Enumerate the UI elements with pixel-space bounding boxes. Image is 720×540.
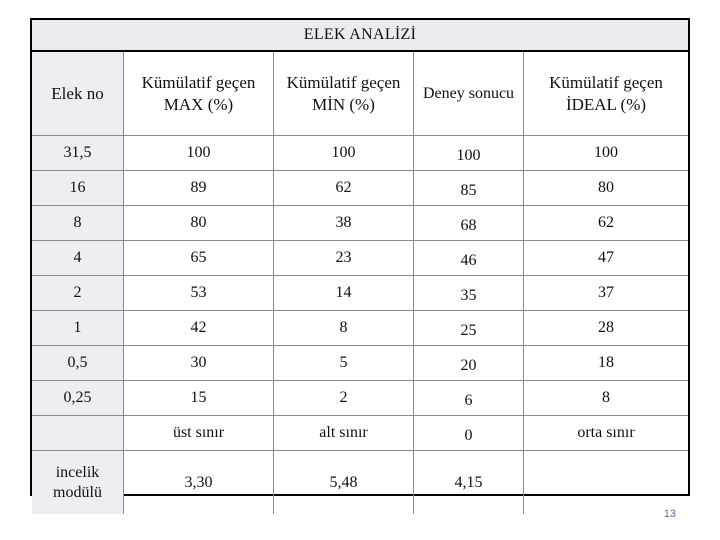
table-row-0-result: 100 [414, 136, 524, 171]
table-row-1-result: 85 [414, 171, 524, 206]
table-row-3-min: 23 [274, 241, 414, 276]
table-row-7-min: 2 [274, 381, 414, 416]
table-row-7-ideal: 8 [524, 381, 688, 416]
table-row-6-max: 30 [124, 346, 274, 381]
table-row-2-sieve: 8 [32, 206, 124, 241]
table-row-0-ideal: 100 [524, 136, 688, 171]
table-row-1-max: 89 [124, 171, 274, 206]
limits-row-middle: orta sınır [524, 416, 688, 451]
sieve-analysis-table [32, 52, 688, 501]
modulus-row-ideal [524, 451, 688, 514]
header-min: Kümülatif geçen MİN (%) [274, 52, 414, 136]
table-row-4-result: 35 [414, 276, 524, 311]
table-row-5-sieve: 1 [32, 311, 124, 346]
table-row-2-result: 68 [414, 206, 524, 241]
table-row-6-result: 20 [414, 346, 524, 381]
header-elek-no: Elek no [32, 52, 124, 136]
table-row-5-ideal: 28 [524, 311, 688, 346]
modulus-row-result: 4,15 [414, 451, 524, 514]
modulus-row-label: incelik modülü [32, 451, 124, 514]
limits-row-upper: üst sınır [124, 416, 274, 451]
limits-row-result: 0 [414, 416, 524, 451]
table-row-4-ideal: 37 [524, 276, 688, 311]
table-title: ELEK ANALİZİ [32, 20, 688, 52]
table-row-6-ideal: 18 [524, 346, 688, 381]
table-row-5-min: 8 [274, 311, 414, 346]
table-row-7-result: 6 [414, 381, 524, 416]
table-row-0-max: 100 [124, 136, 274, 171]
table-row-5-result: 25 [414, 311, 524, 346]
limits-row-lower: alt sınır [274, 416, 414, 451]
table-row-1-min: 62 [274, 171, 414, 206]
table-row-3-result: 46 [414, 241, 524, 276]
page-number: 13 [663, 508, 676, 520]
header-deney-sonucu: Deney sonucu [414, 52, 524, 136]
modulus-row-max: 3,30 [124, 451, 274, 514]
table-row-7-sieve: 0,25 [32, 381, 124, 416]
table-row-2-ideal: 62 [524, 206, 688, 241]
limits-row-label [32, 416, 124, 451]
table-row-0-sieve: 31,5 [32, 136, 124, 171]
modulus-row-min: 5,48 [274, 451, 414, 514]
table-row-4-min: 14 [274, 276, 414, 311]
table-row-6-min: 5 [274, 346, 414, 381]
table-row-2-max: 80 [124, 206, 274, 241]
table-row-7-max: 15 [124, 381, 274, 416]
table-row-1-ideal: 80 [524, 171, 688, 206]
table-row-4-sieve: 2 [32, 276, 124, 311]
table-row-0-min: 100 [274, 136, 414, 171]
table-row-4-max: 53 [124, 276, 274, 311]
table-row-3-ideal: 47 [524, 241, 688, 276]
table-row-3-sieve: 4 [32, 241, 124, 276]
table-row-2-min: 38 [274, 206, 414, 241]
header-ideal: Kümülatif geçen İDEAL (%) [524, 52, 688, 136]
table-row-1-sieve: 16 [32, 171, 124, 206]
header-max: Kümülatif geçen MAX (%) [124, 52, 274, 136]
table-row-5-max: 42 [124, 311, 274, 346]
table-row-6-sieve: 0,5 [32, 346, 124, 381]
table-row-3-max: 65 [124, 241, 274, 276]
